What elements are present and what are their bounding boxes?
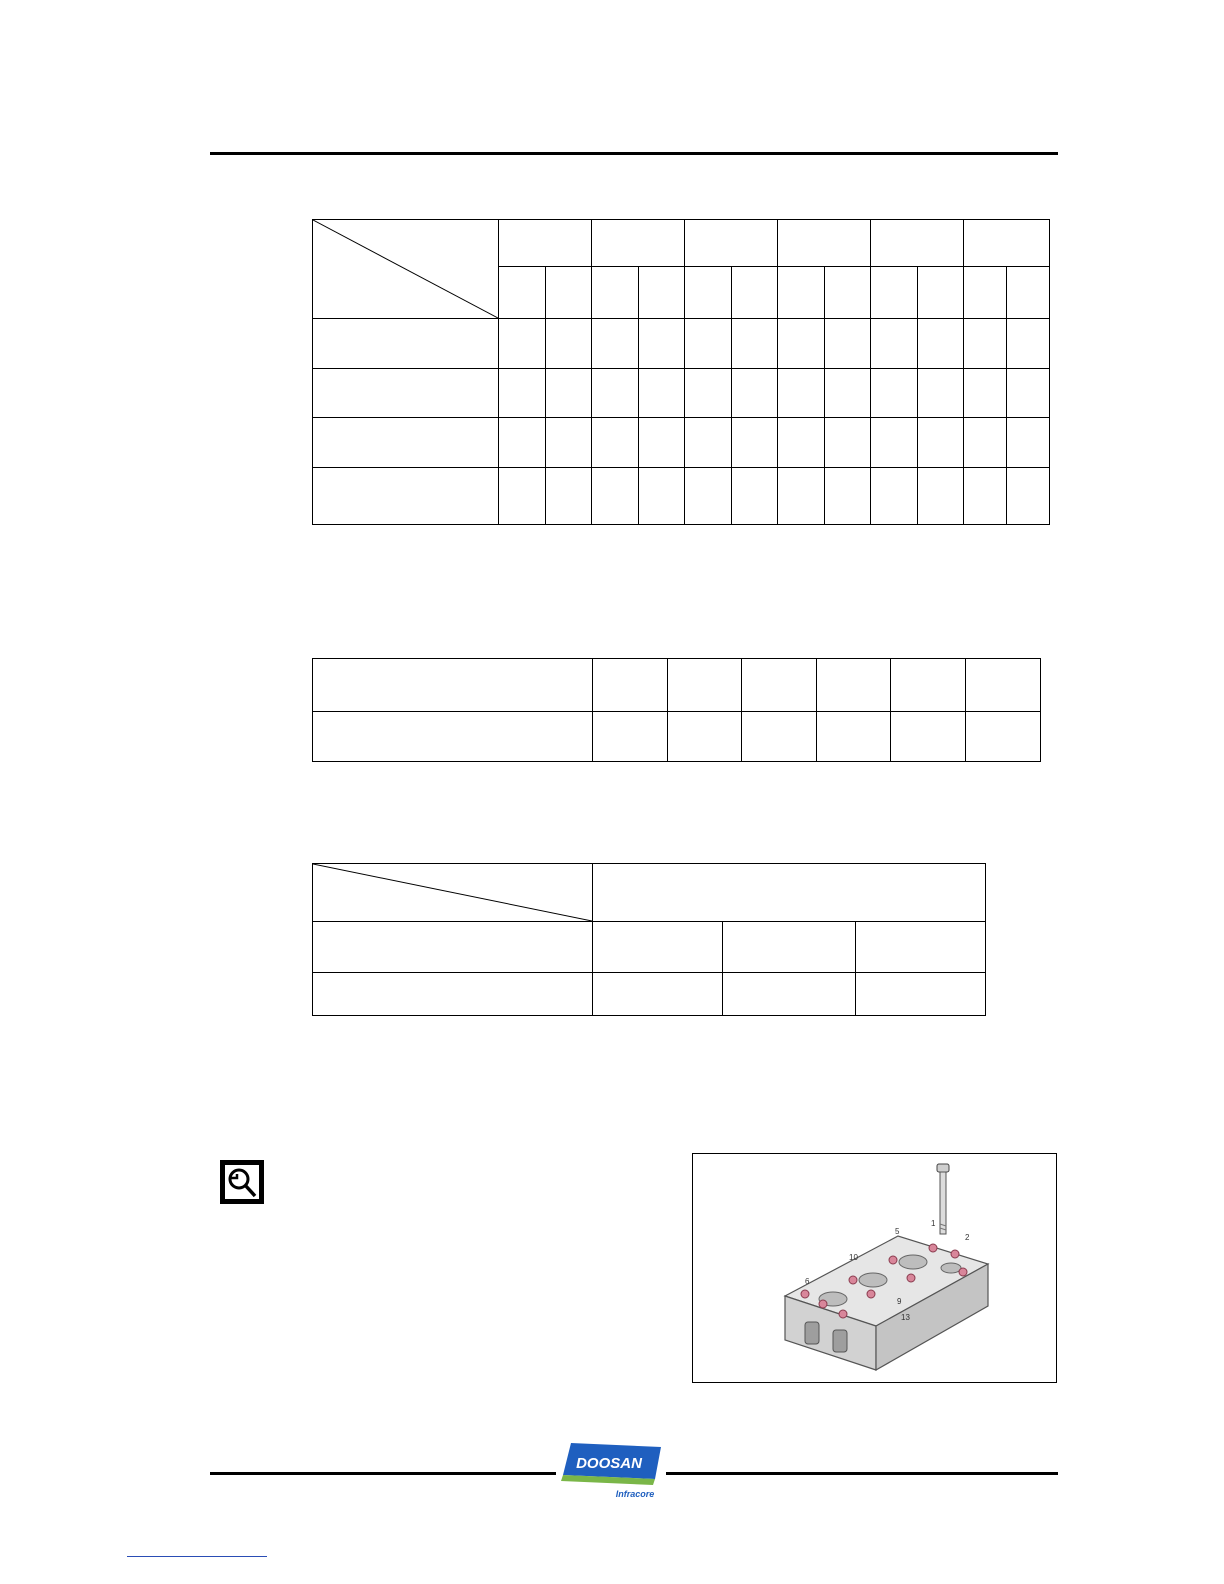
header-rule (210, 152, 1058, 155)
table1-group-header (592, 220, 685, 267)
callout-label: 6 (805, 1277, 810, 1286)
table1-group-header (964, 220, 1050, 267)
callout-label: 10 (849, 1253, 858, 1262)
footer-link-underline[interactable] (127, 1556, 267, 1557)
table2-header-row (313, 659, 1041, 712)
callout-label: 9 (897, 1297, 902, 1306)
footer-rule-left (210, 1472, 556, 1475)
table1-group-header (778, 220, 871, 267)
logo-brand-text: DOOSAN (576, 1455, 642, 1472)
table-row (313, 418, 1050, 468)
table1-group-header (685, 220, 778, 267)
callout-label: 2 (965, 1233, 970, 1242)
cylinder-head-illustration (785, 1236, 988, 1370)
footer-rule-right (666, 1472, 1058, 1475)
spec-table-3 (312, 863, 986, 1016)
service-tool-icon (219, 1159, 265, 1205)
doosan-infracore-logo (557, 1441, 665, 1501)
table-row (313, 973, 986, 1016)
spec-table-2 (312, 658, 1041, 762)
callout-label: 13 (901, 1313, 910, 1322)
table3-span-header (593, 864, 986, 922)
callout-label: 5 (895, 1227, 900, 1236)
table1-group-header (499, 220, 592, 267)
table-row (313, 369, 1050, 418)
table-row (313, 712, 1041, 762)
table-row (313, 468, 1050, 525)
cylinder-head-figure (692, 1153, 1057, 1383)
table-row (313, 922, 986, 973)
table3-corner-cell (313, 864, 593, 922)
head-bolt-illustration (937, 1164, 949, 1234)
table-row (313, 319, 1050, 369)
logo-sub-text: Infracore (615, 1489, 655, 1499)
table1-group-header (871, 220, 964, 267)
callout-label: 1 (931, 1219, 936, 1228)
table1-corner-cell (313, 220, 499, 319)
spec-table-1 (312, 219, 1050, 525)
